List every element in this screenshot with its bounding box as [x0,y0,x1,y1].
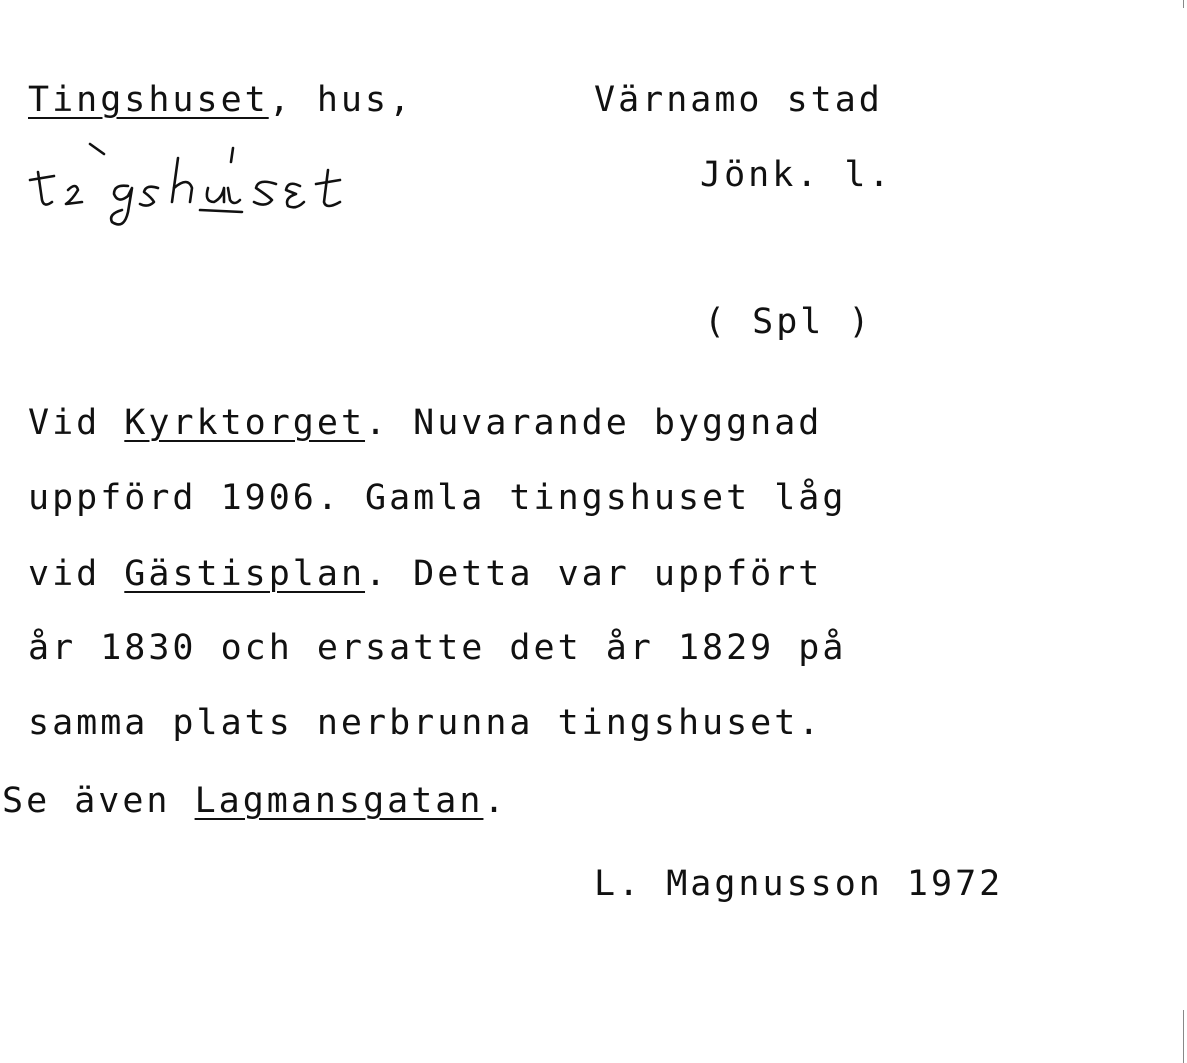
handwritten-pronunciation [28,140,468,240]
body-text: vid [28,554,125,594]
body-line-2: uppförd 1906. Gamla tingshuset låg [28,478,847,518]
headword-line [28,80,413,120]
body-text: . [483,781,508,821]
place-name: Värnamo stad [594,80,883,120]
headword-suffix: , hus, [268,80,414,120]
signature: L. Magnusson 1972 [594,864,1004,904]
cross-reference-kyrktorget: Kyrktorget [124,403,366,443]
province: Jönk. l. [700,155,893,195]
body-text: Se även [2,781,195,821]
cross-reference-lagmansgatan: Lagmansgatan [194,781,484,821]
body-line-6 [2,781,508,821]
body-line-1 [28,403,822,443]
body-line-3 [28,554,822,594]
body-text: . Detta var uppfört [365,554,823,594]
category-marker: ( Spl ) [704,302,873,342]
card-edge-mark-bottom [1183,1010,1184,1063]
body-line-5: samma plats nerbrunna tingshuset. [28,703,823,743]
cross-reference-gastisplan: Gästisplan [124,554,366,594]
card-edge-mark-top [1183,0,1184,8]
body-text: . Nuvarande byggnad [365,403,823,443]
headword: Tingshuset [28,80,269,120]
body-text: Vid [28,403,125,443]
body-line-4: år 1830 och ersatte det år 1829 på [28,628,847,668]
